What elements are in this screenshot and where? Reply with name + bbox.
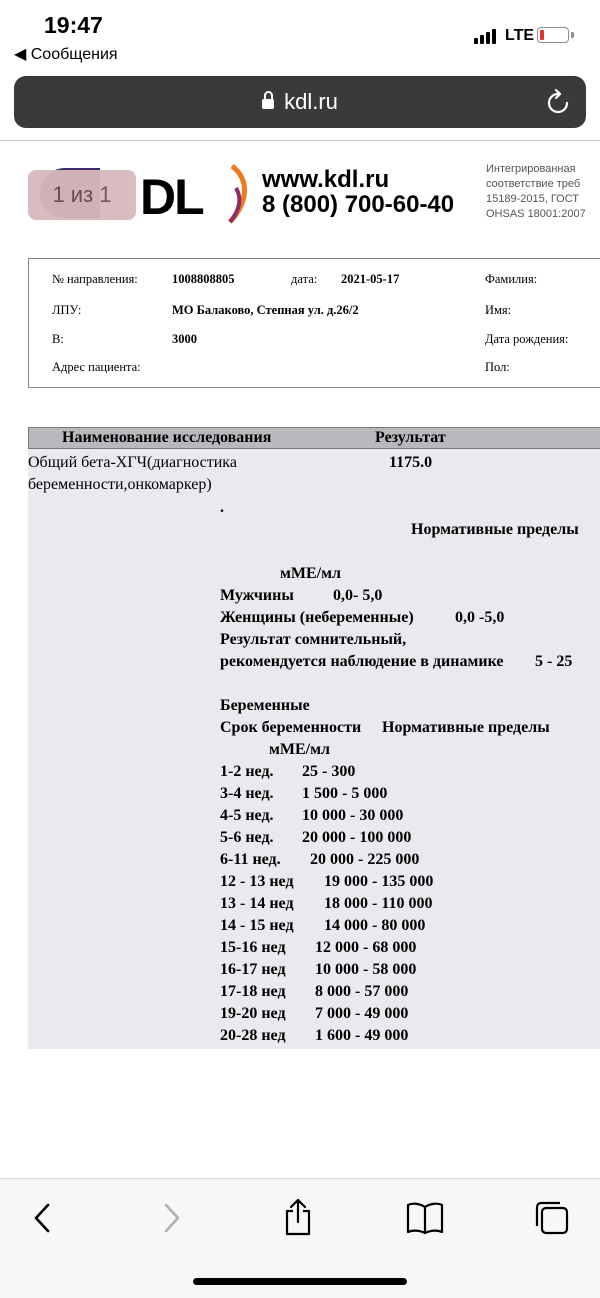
reload-icon[interactable] bbox=[546, 89, 570, 120]
pregnancy-term: 1-2 нед. bbox=[220, 763, 274, 780]
col-result-header: Результат bbox=[375, 429, 446, 446]
pregnancy-range: 20 000 - 100 000 bbox=[302, 829, 412, 846]
site-url: www.kdl.ru bbox=[262, 166, 390, 193]
result-value: 1175.0 bbox=[389, 454, 433, 471]
lpu-label: ЛПУ: bbox=[52, 303, 82, 317]
unit-label-2: мМЕ/мл bbox=[269, 741, 330, 758]
pregnancy-term: 20-28 нед bbox=[220, 1027, 286, 1044]
address-label: Адрес пациента: bbox=[52, 360, 141, 374]
v-label: В: bbox=[52, 332, 64, 346]
doubtful-line-1: Результат сомнительный, bbox=[220, 631, 407, 648]
referral-label: № направления: bbox=[52, 272, 138, 286]
norms-title: Нормативные пределы bbox=[411, 521, 579, 538]
pregnancy-term: 3-4 нед. bbox=[220, 785, 274, 802]
results-table-body bbox=[28, 449, 600, 1049]
name-label: Имя: bbox=[485, 303, 512, 317]
logo: DL bbox=[140, 169, 203, 225]
pregnant-title: Беременные bbox=[220, 697, 310, 714]
men-label: Мужчины bbox=[220, 587, 294, 604]
pregnancy-range: 10 000 - 58 000 bbox=[315, 961, 417, 978]
address-bar[interactable] bbox=[14, 76, 586, 128]
sex-label: Пол: bbox=[485, 360, 510, 374]
lock-icon bbox=[262, 99, 274, 109]
pregnancy-range: 14 000 - 80 000 bbox=[324, 917, 426, 934]
doubtful-line-2: рекомендуется наблюдение в динамике bbox=[220, 653, 504, 670]
col-name-header: Наименование исследования bbox=[62, 429, 272, 446]
cert-line: OHSAS 18001:2007 bbox=[486, 208, 586, 220]
women-range: 0,0 -5,0 bbox=[455, 609, 505, 626]
pregnancy-range: 7 000 - 49 000 bbox=[315, 1005, 409, 1022]
test-name-line-2: беременности,онкомаркер) bbox=[28, 476, 212, 493]
pregnancy-range: 8 000 - 57 000 bbox=[315, 983, 409, 1000]
lpu-value: МО Балаково, Степная ул. д.26/2 bbox=[172, 303, 359, 317]
pregnancy-term: 4-5 нед. bbox=[220, 807, 274, 824]
url-text: kdl.ru bbox=[284, 89, 338, 114]
page-indicator: 1 из 1 bbox=[28, 170, 136, 220]
term-header: Срок беременности bbox=[220, 719, 362, 736]
network-type: LTE bbox=[505, 27, 535, 44]
men-range: 0,0- 5,0 bbox=[333, 587, 383, 604]
pregnancy-term: 14 - 15 нед bbox=[220, 917, 294, 934]
status-bar bbox=[0, 0, 600, 70]
pregnancy-range: 25 - 300 bbox=[302, 763, 356, 780]
surname-label: Фамилия: bbox=[485, 272, 538, 286]
women-label: Женщины (небеременные) bbox=[220, 609, 414, 626]
date-value: 2021-05-17 bbox=[341, 272, 400, 286]
norms-header: Нормативные пределы bbox=[382, 719, 550, 736]
battery-tip bbox=[571, 32, 574, 38]
url-display[interactable] bbox=[14, 89, 586, 115]
patient-info-box bbox=[28, 258, 600, 388]
pregnancy-term: 17-18 нед bbox=[220, 983, 286, 1000]
cert-line: Интегрированная bbox=[486, 163, 576, 175]
pregnancy-term: 6-11 нед. bbox=[220, 851, 281, 868]
share-icon[interactable] bbox=[282, 1197, 314, 1242]
site-phone: 8 (800) 700-60-40 bbox=[262, 191, 455, 218]
pregnancy-range: 18 000 - 110 000 bbox=[324, 895, 433, 912]
test-name-line-1: Общий бета-ХГЧ(диагностика bbox=[28, 454, 237, 471]
signal-icon bbox=[474, 29, 500, 44]
cert-line: соответствие треб bbox=[486, 178, 581, 190]
logo-swoosh-icon bbox=[226, 164, 254, 226]
pregnancy-range: 10 000 - 30 000 bbox=[302, 807, 404, 824]
results-table-header bbox=[28, 427, 600, 449]
pregnancy-term: 16-17 нед bbox=[220, 961, 286, 978]
battery-icon bbox=[537, 27, 569, 43]
referral-value: 1008808805 bbox=[172, 272, 235, 286]
pregnancy-range: 1 500 - 5 000 bbox=[302, 785, 388, 802]
back-icon[interactable] bbox=[30, 1201, 56, 1240]
dob-label: Дата рождения: bbox=[485, 332, 569, 346]
tabs-icon[interactable] bbox=[533, 1199, 571, 1242]
home-indicator[interactable] bbox=[193, 1278, 407, 1285]
clock: 19:47 bbox=[44, 12, 103, 38]
unit-label: мМЕ/мл bbox=[280, 565, 341, 582]
pregnancy-range: 1 600 - 49 000 bbox=[315, 1027, 409, 1044]
pregnancy-range: 12 000 - 68 000 bbox=[315, 939, 417, 956]
forward-icon[interactable] bbox=[158, 1201, 184, 1240]
bookmarks-icon[interactable] bbox=[405, 1201, 445, 1240]
back-to-app-link[interactable]: ◀ Сообщения bbox=[14, 46, 118, 63]
pregnancy-term: 12 - 13 нед bbox=[220, 873, 294, 890]
v-value: 3000 bbox=[172, 332, 197, 346]
pregnancy-range: 19 000 - 135 000 bbox=[324, 873, 434, 890]
pregnancy-term: 13 - 14 нед bbox=[220, 895, 294, 912]
doubtful-range: 5 - 25 bbox=[535, 653, 573, 670]
pregnancy-term: 5-6 нед. bbox=[220, 829, 274, 846]
date-label: дата: bbox=[291, 272, 318, 286]
divider bbox=[0, 140, 600, 141]
pregnancy-term: 19-20 нед bbox=[220, 1005, 286, 1022]
pregnancy-range: 20 000 - 225 000 bbox=[310, 851, 420, 868]
pregnancy-term: 15-16 нед bbox=[220, 939, 286, 956]
cert-line: 15189-2015, ГОСТ bbox=[486, 193, 580, 205]
dot: . bbox=[220, 499, 224, 516]
